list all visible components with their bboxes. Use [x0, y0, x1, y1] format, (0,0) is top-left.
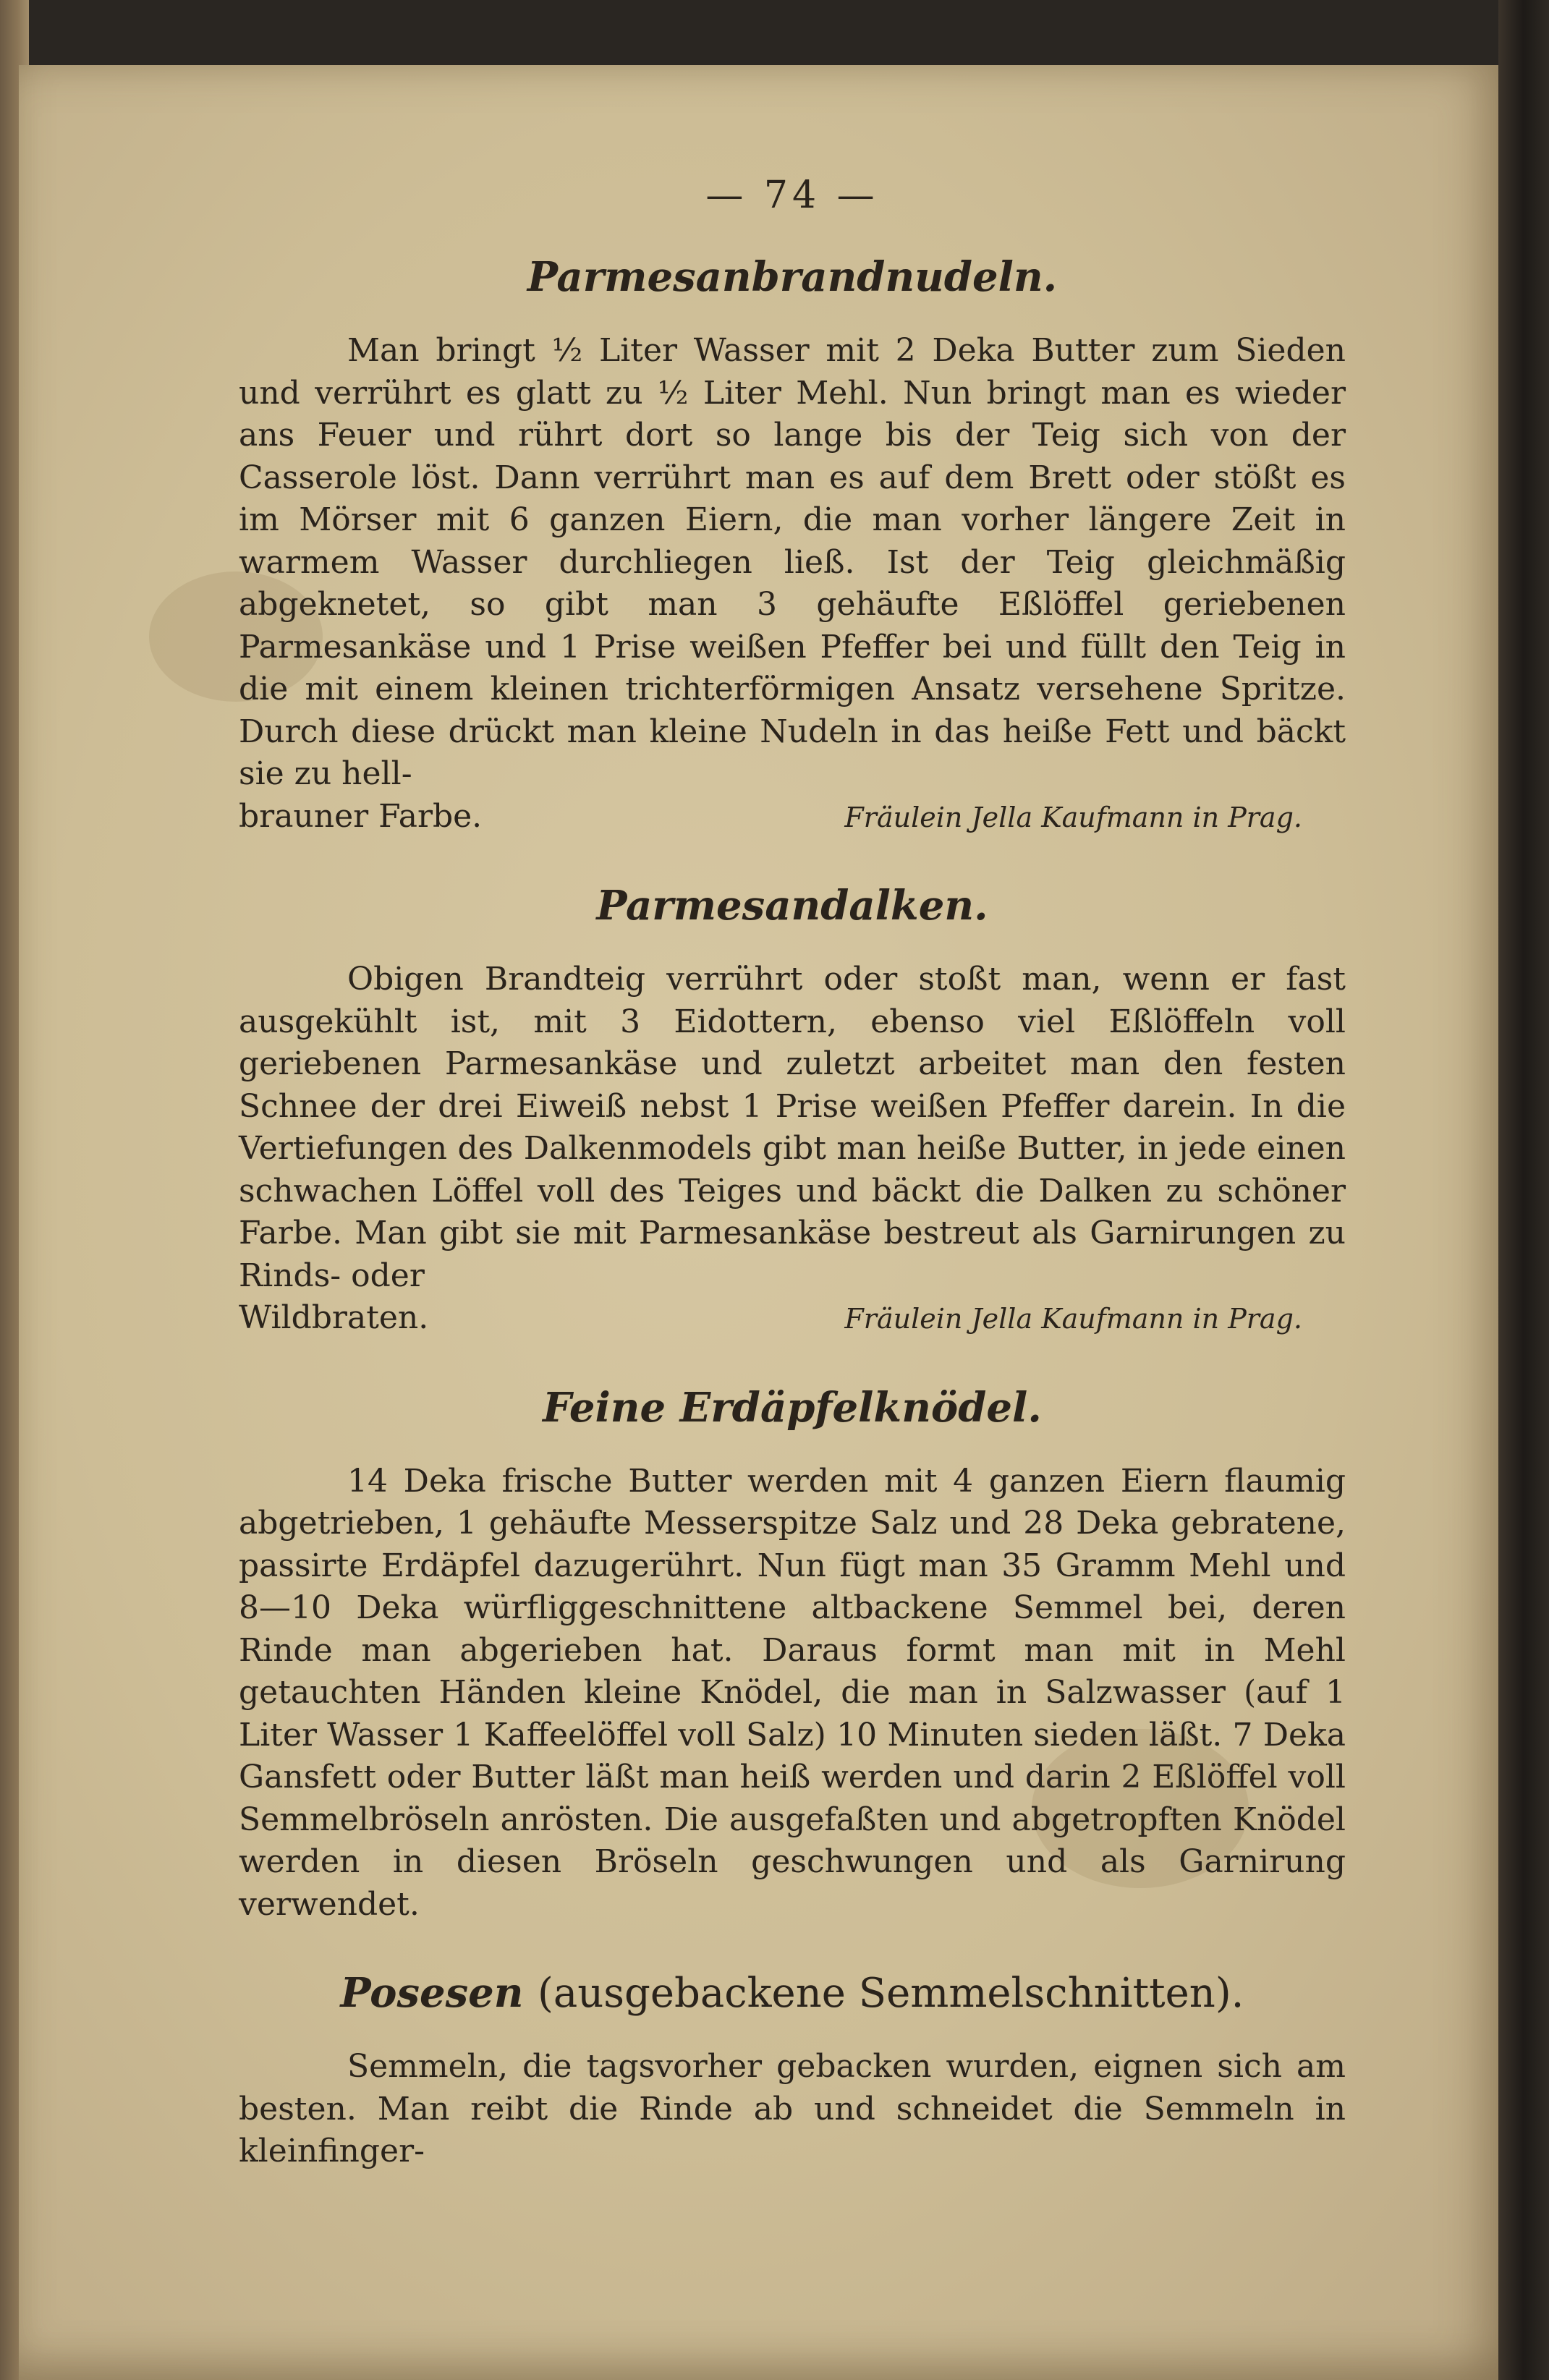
recipe-text: 14 Deka frische Butter werden mit 4 ganzen Eiern flaumig abgetrieben, 1 gehäufte Messerspitze Salz und 28 Deka gebratene, passirte Erdäpfel dazugerührt. Nun fügt man 35 Gramm Mehl und 8—10 Deka würfliggeschnittene altbackene Semmel bei, deren Rinde man abgerieben hat. Daraus formt man mit in Mehl getauchten Händen kleine Knödel, die man in Salzwasser (auf 1 Liter Wasser 1 Kaffeelöffel voll Salz) 10 Minuten sieden läßt. 7 Deka Gansfett oder Butter läßt man heiß werden und darin 2 Eßlöffel voll Semmelbröseln anrösten. Die ausgefaßten und abgetropften Knödel werden in diesen Bröseln geschwungen und als Garnirung verwendet.: [239, 1462, 1346, 1923]
book-spine: [1498, 0, 1549, 2380]
recipe-title: [239, 1969, 1346, 2017]
recipe-text-tail: brauner Farbe.: [239, 797, 483, 835]
page-content: [239, 174, 1346, 2173]
recipe-title: Feine Erdäpfelknödel.: [543, 1383, 1042, 1432]
recipe-text: Man bringt ½ Liter Wasser mit 2 Deka Butter zum Sieden und verrührt es glatt zu ½ Liter Mehl. Nun bringt man es wieder ans Feuer und rührt dort so lange bis der Teig sich von der Casserole löst. Dann verrührt man es auf dem Brett oder stößt es im Mörser mit 6 ganzen Eiern, die man vorher längere Zeit in warmem Wasser durchliegen ließ. Ist der Teig gleichmäßig abgeknetet, so gibt man 3 gehäufte Eßlöffel geriebenen Parmesankäse und 1 Prise weißen Pfeffer bei und füllt den Teig in die mit einem kleinen trichterförmigen Ansatz versehene Spritze. Durch diese drückt man kleine Nudeln in das heiße Fett und bäckt sie zu hell-: [239, 332, 1346, 792]
recipe-title: Parmesanbrandnudeln.: [527, 253, 1058, 301]
recipe-signature: Fräulein Jella Kaufmann in Prag.: [844, 1303, 1302, 1335]
recipe-footer: [239, 1297, 1346, 1340]
recipe-title-main: Posesen: [340, 1969, 524, 2017]
section-gap: [239, 1926, 1346, 1969]
recipe-signature: Fräulein Jella Kaufmann in Prag.: [844, 801, 1302, 833]
recipe-title-sub: (ausgebackene Semmelschnitten).: [538, 1970, 1244, 2017]
recipe-text: Obigen Brandteig verrührt oder stoßt man, wenn er fast ausgekühlt ist, mit 3 Eidottern, ebenso viel Eßlöffeln voll geriebenen Parmesankäse und zuletzt arbeitet man den festen Schnee der drei Eiweiß nebst 1 Prise weißen Pfeffer darein. In die Vertiefungen des Dalkenmodels gibt man heiße Butter, in jede einen schwachen Löffel voll des Teiges und bäckt die Dalken zu schöner Farbe. Man gibt sie mit Parmesankäse bestreut als Garnirungen zu Rinds- oder: [239, 961, 1346, 1294]
recipe-title: Parmesandalken.: [596, 882, 988, 930]
recipe-text: Semmeln, die tagsvorher gebacken wurden, eignen sich am besten. Man reibt die Rinde ab und schneidet die Semmeln in kleinfinger-: [239, 2048, 1346, 2169]
recipe-text-tail: Wildbraten.: [239, 1299, 429, 1336]
recipe-footer: [239, 796, 1346, 839]
page-number: — 74 —: [705, 174, 879, 217]
